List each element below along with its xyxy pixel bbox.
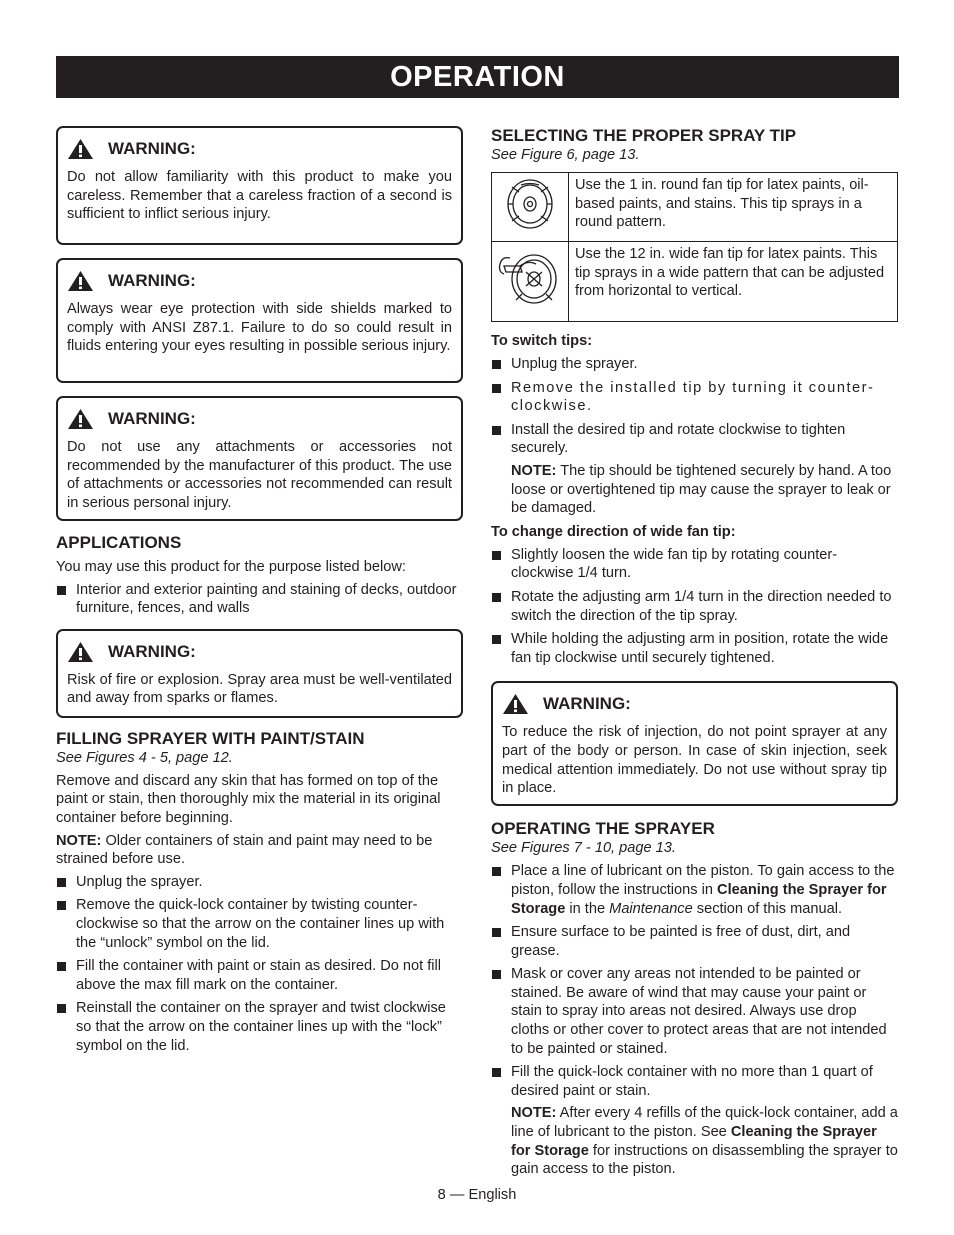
applications-intro: You may use this product for the purpose listed below: (56, 559, 406, 575)
list-item: Unplug the sprayer. (491, 355, 898, 374)
list-item: Ensure surface to be painted is free of dust, dirt, and grease. (491, 923, 898, 960)
list-item: Rotate the adjusting arm 1/4 turn in the direction needed to switch the direction of the tip spray. (491, 588, 898, 625)
warning-box-familiarity (56, 126, 463, 245)
operating-figure-ref: See Figures 7 - 10, page 13. (491, 840, 676, 857)
table-cell-text: Use the 1 in. round fan tip for latex paints, oil-based paints, and stains. This tip sprays in a round pattern. (569, 173, 898, 242)
table-row (492, 242, 898, 322)
table-cell-image (492, 173, 569, 242)
applications-heading: APPLICATIONS (56, 533, 182, 552)
item-text: in the (565, 900, 610, 917)
warning-label: WARNING: (108, 139, 196, 158)
warning-box-fire (56, 629, 463, 718)
spray-tip-heading: SELECTING THE PROPER SPRAY TIP (491, 126, 797, 145)
spray-tip-table (491, 172, 898, 322)
list-item: Reinstall the container on the sprayer and twist clockwise so that the arrow on the container lines up with the “lock” symbol on the lid. (56, 999, 463, 1055)
filling-note (56, 832, 463, 869)
filling-figure-ref: See Figures 4 - 5, page 12. (56, 749, 233, 766)
switch-tips-note (511, 462, 898, 518)
list-item: Mask or cover any areas not intended to be painted or stained. Be aware of wind that may cause your paint or stain to spray into areas not desired. Always use drop cloths or other cover to protect areas that are not intended to be painted or stained. (491, 965, 898, 1058)
right-column (491, 126, 898, 1179)
note-label: NOTE: (56, 832, 102, 849)
warning-label: WARNING: (108, 641, 196, 661)
note-label: NOTE: (511, 1105, 557, 1122)
list-item: Interior and exterior painting and staining of decks, outdoor furniture, fences, and walls (56, 581, 463, 618)
table-cell-text: Use the 12 in. wide fan tip for latex paints. This tip sprays in a wide pattern that can be adjusted from horizontal to vertical. (569, 242, 898, 322)
filling-heading: FILLING SPRAYER WITH PAINT/STAIN (56, 728, 365, 748)
table-cell-image (492, 242, 569, 322)
warning-triangle-icon (502, 693, 529, 715)
list-item: While holding the adjusting arm in position, rotate the wide fan tip clockwise until securely tightened. (491, 630, 898, 667)
warning-text: Always wear eye protection with side shields marked to comply with ANSI Z87.1. Failure to do so could result in fluids entering your eyes resulting in possible serious injury. (67, 301, 452, 355)
warning-triangle-icon (67, 408, 94, 430)
item-text: Place a line of lubricant on the piston. To gain access to the piston, follow the instructions in (511, 863, 895, 898)
list-item: Remove the installed tip by turning it counter-clockwise. (491, 379, 898, 416)
wide-fan-tip-icon (496, 242, 564, 312)
spray-tip-figure-ref: See Figure 6, page 13. (491, 147, 640, 163)
filling-paragraph: Remove and discard any skin that has formed on top of the paint or stain, then thoroughly mix the material in its original container before beginning. (56, 772, 441, 826)
warning-text: Do not use any attachments or accessories not recommended by the manufacturer of this product. The use of attachments or accessories not recommended can result in serious personal injury. (67, 439, 452, 511)
warning-text: Do not allow familiarity with this product to make you careless. Remember that a careless fraction of a second is sufficient to inflict serious injury. (67, 169, 452, 223)
warning-label: WARNING: (543, 694, 631, 714)
switch-tips-subheading: To switch tips: (491, 333, 593, 349)
item-text: section of this manual. (692, 900, 842, 917)
operating-heading: OPERATING THE SPRAYER (491, 819, 715, 839)
page-title: OPERATION (56, 56, 899, 98)
list-item: Remove the quick-lock container by twisting counter-clockwise so that the arrow on the container lines up with the “unlock” symbol on the lid. (56, 896, 463, 952)
operating-note (511, 1104, 898, 1178)
list-item: Slightly loosen the wide fan tip by rotating counter-clockwise 1/4 turn. (491, 546, 898, 583)
warning-triangle-icon (67, 270, 94, 292)
note-text: Older containers of stain and paint may need to be strained before use. (56, 832, 433, 868)
warning-label: WARNING: (108, 409, 196, 428)
warning-text: To reduce the risk of injection, do not point sprayer at any part of the body or person. In case of skin injection, seek medical attention immediately. Do not use without spray tip in place. (502, 724, 887, 797)
cross-reference: Cleaning the Sprayer for Storage (511, 881, 887, 917)
note-text: for instructions on disassembling the sprayer to gain access to the piston. (511, 1142, 898, 1178)
warning-triangle-icon (67, 641, 94, 663)
change-direction-subheading: To change direction of wide fan tip: (491, 523, 736, 540)
list-item: Fill the container with paint or stain as desired. Do not fill above the max fill mark on the container. (56, 957, 463, 994)
note-label: NOTE: (511, 462, 557, 479)
list-item: Unplug the sprayer. (56, 873, 463, 892)
list-item (491, 862, 898, 918)
list-item: Install the desired tip and rotate clockwise to tighten securely. (491, 421, 898, 458)
section-reference: Maintenance (609, 900, 693, 917)
page-number: 8 — English (437, 1187, 517, 1203)
warning-box-injection (491, 681, 898, 806)
note-text: The tip should be tightened securely by hand. A too loose or overtightened tip may cause the sprayer to leak or be damaged. (511, 462, 892, 517)
note-text: After every 4 refills of the quick-lock container, add a line of lubricant to the piston. See (511, 1105, 898, 1141)
round-fan-tip-icon (497, 173, 563, 235)
left-column (56, 126, 463, 1055)
cross-reference: Cleaning the Sprayer for Storage (511, 1124, 877, 1159)
warning-triangle-icon (67, 138, 94, 160)
warning-label: WARNING: (108, 271, 196, 290)
table-row (492, 173, 898, 242)
list-item: Fill the quick-lock container with no more than 1 quart of desired paint or stain. (491, 1063, 898, 1100)
warning-text: Risk of fire or explosion. Spray area must be well-ventilated and away from sparks or flames. (67, 671, 452, 707)
warning-box-attachments (56, 396, 463, 521)
warning-box-eye-protection (56, 258, 463, 383)
